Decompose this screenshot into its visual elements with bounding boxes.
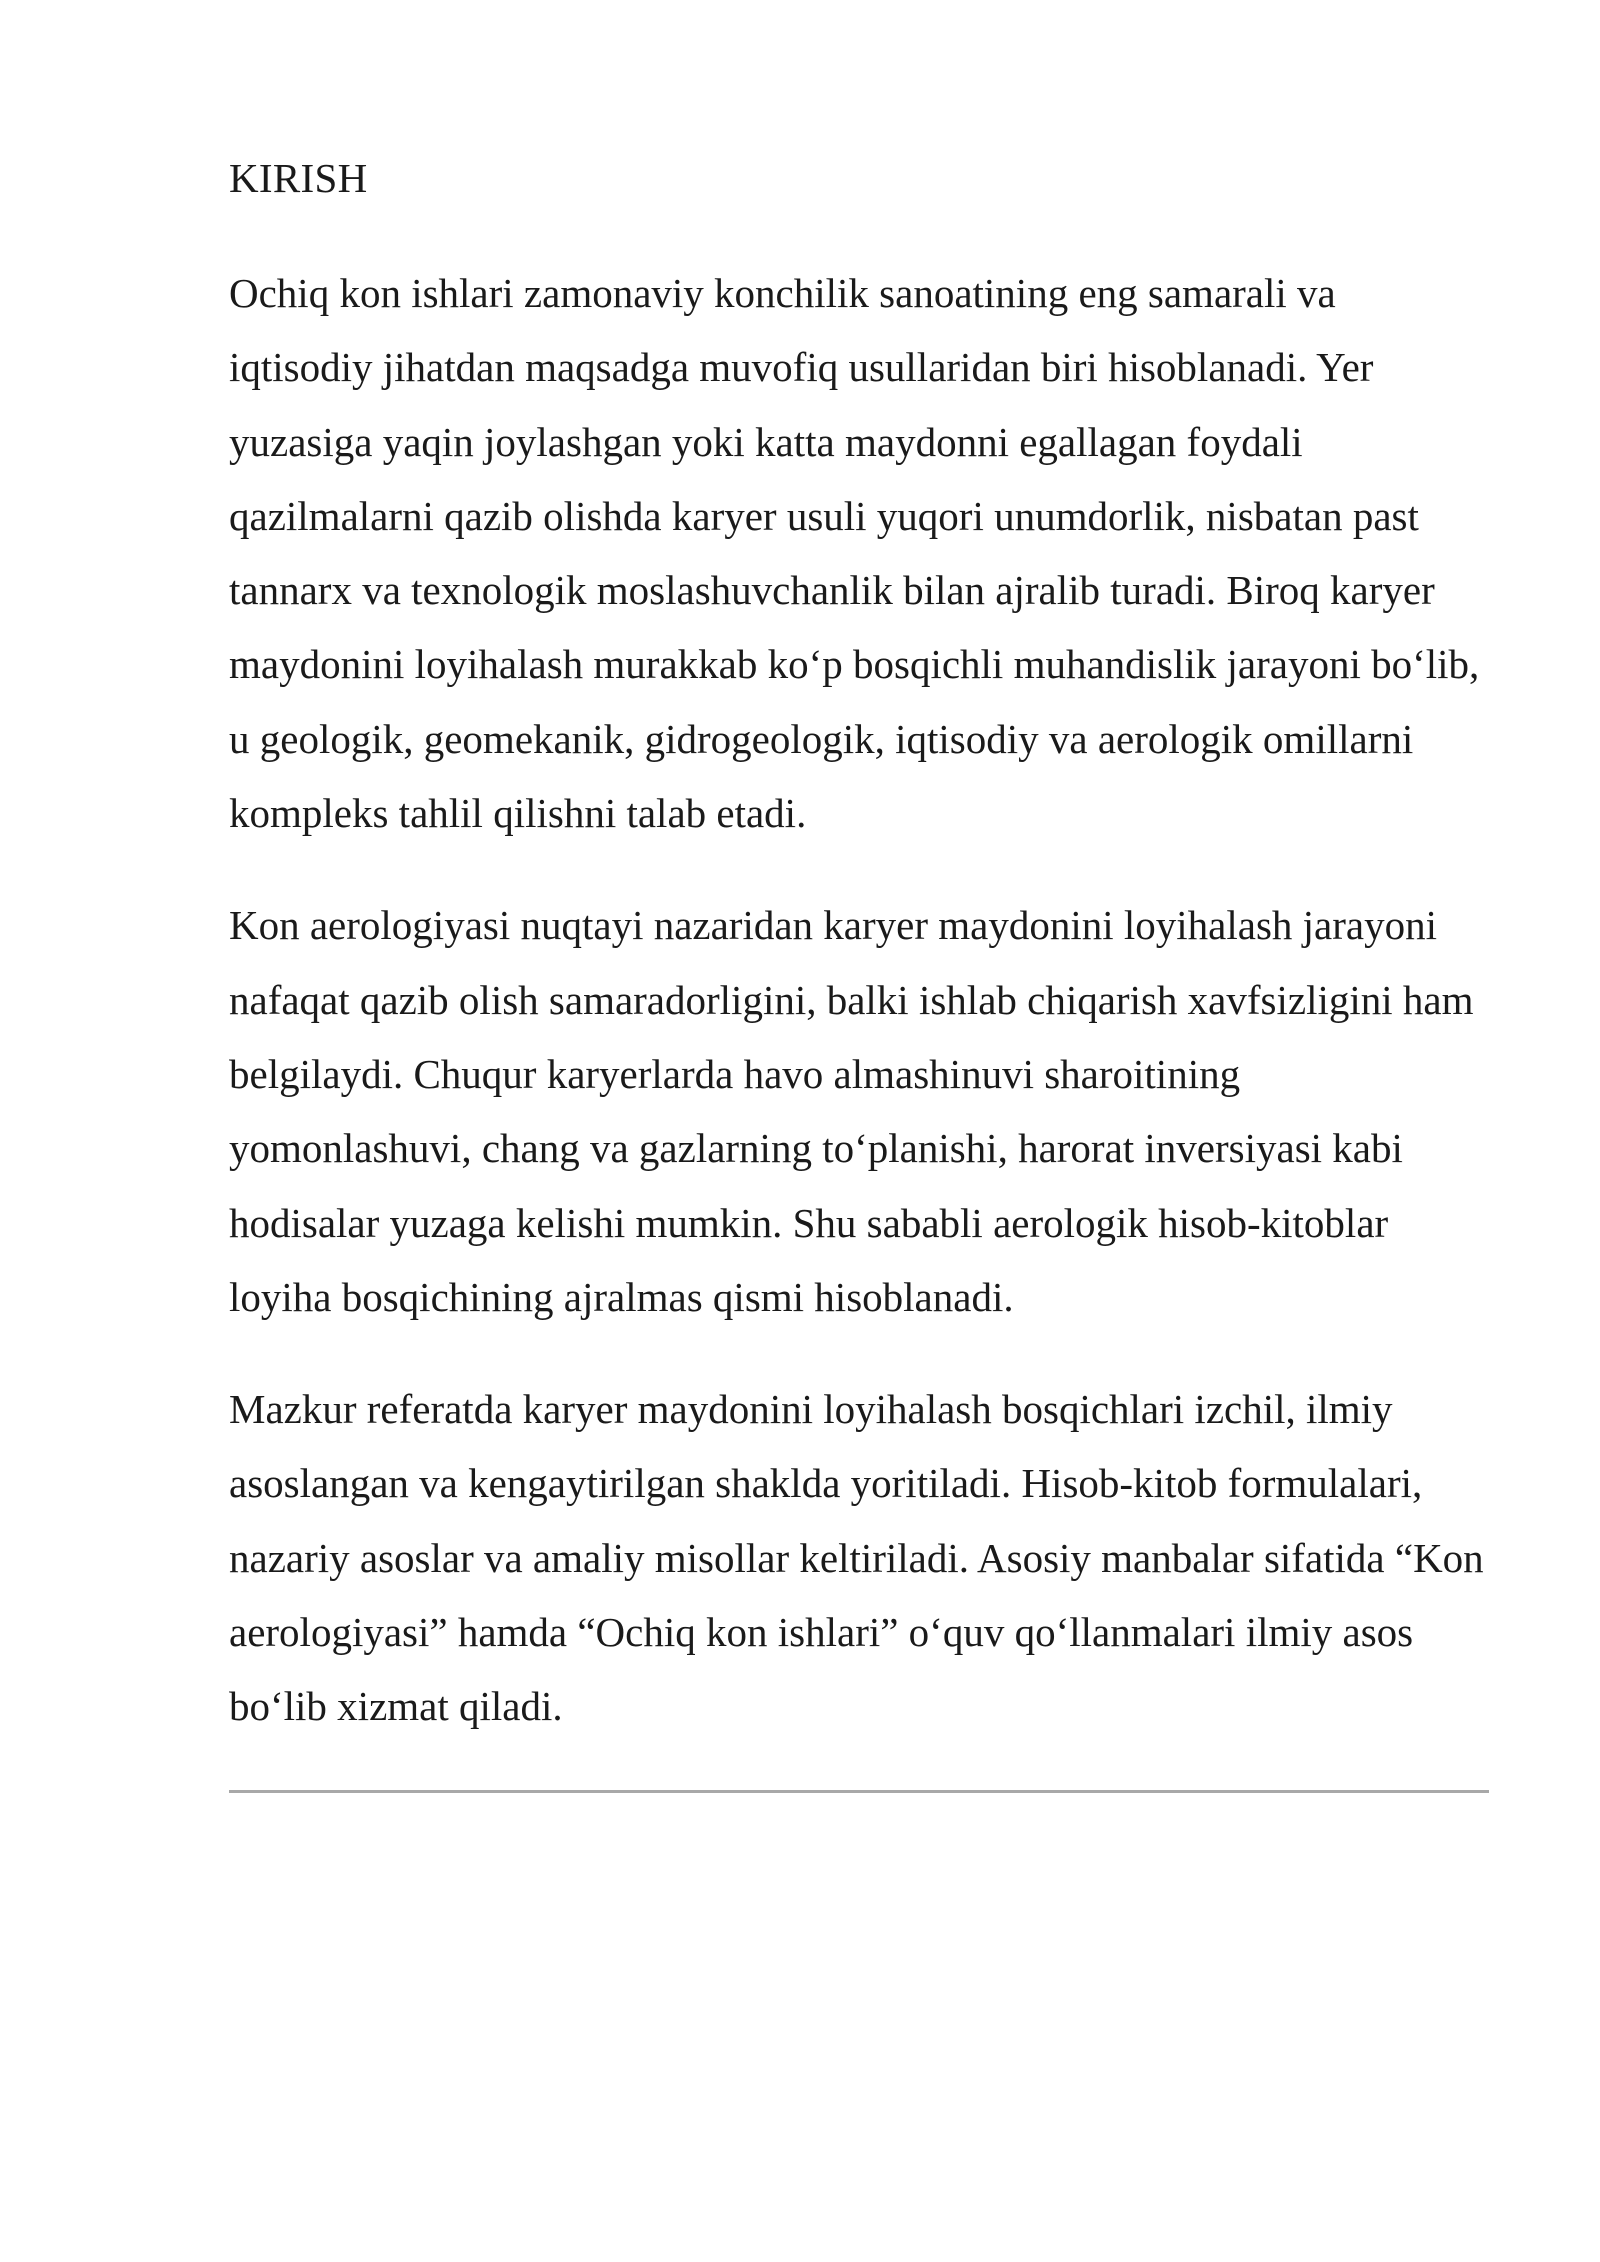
paragraph-scope: Mazkur referatda karyer maydonini loyihalash bosqichlari izchil, ilmiy asoslangan va kengaytirilgan shaklda yoritiladi. Hisob-kitob formulalari, nazariy asoslar va amaliy misollar keltiriladi. Asosiy manbalar sifatida “Kon aerologiyasi” hamda “Ochiq kon ishlari” o‘quv qo‘llanmalari ilmiy asos bo‘lib xizmat qiladi. xyxy=(229,1386,1484,1730)
section-heading: KIRISH xyxy=(229,155,368,201)
section-divider xyxy=(229,1790,1489,1793)
paragraph-aerology: Kon aerologiyasi nuqtayi nazaridan karyer maydonini loyihalash jarayoni nafaqat qazib olish samaradorligini, balki ishlab chiqarish xavfsizligini ham belgilaydi. Chuqur karyerlarda havo almashinuvi sharoitining yomonlashuvi, chang va gazlarning to‘planishi, harorat inversiyasi kabi hodisalar yuzaga kelishi mumkin. Shu sababli aerologik hisob-kitoblar loyiha bosqichining ajralmas qismi hisoblanadi. xyxy=(229,902,1474,1320)
paragraph-intro: Ochiq kon ishlari zamonaviy konchilik sanoatining eng samarali va iqtisodiy jihatdan maqsadga muvofiq usullaridan biri hisoblanadi. Yer yuzasiga yaqin joylashgan yoki katta maydonni egallagan foydali qazilmalarni qazib olishda karyer usuli yuqori unumdorlik, nisbatan past tannarx va texnologik moslashuvchanlik bilan ajralib turadi. Biroq karyer maydonini loyihalash murakkab ko‘p bosqichli muhandislik jarayoni bo‘lib, u geologik, geomekanik, gidrogeologik, iqtisodiy va aerologik omillarni kompleks tahlil qilishni talab etadi. xyxy=(229,270,1480,837)
document-body xyxy=(229,150,1489,1782)
